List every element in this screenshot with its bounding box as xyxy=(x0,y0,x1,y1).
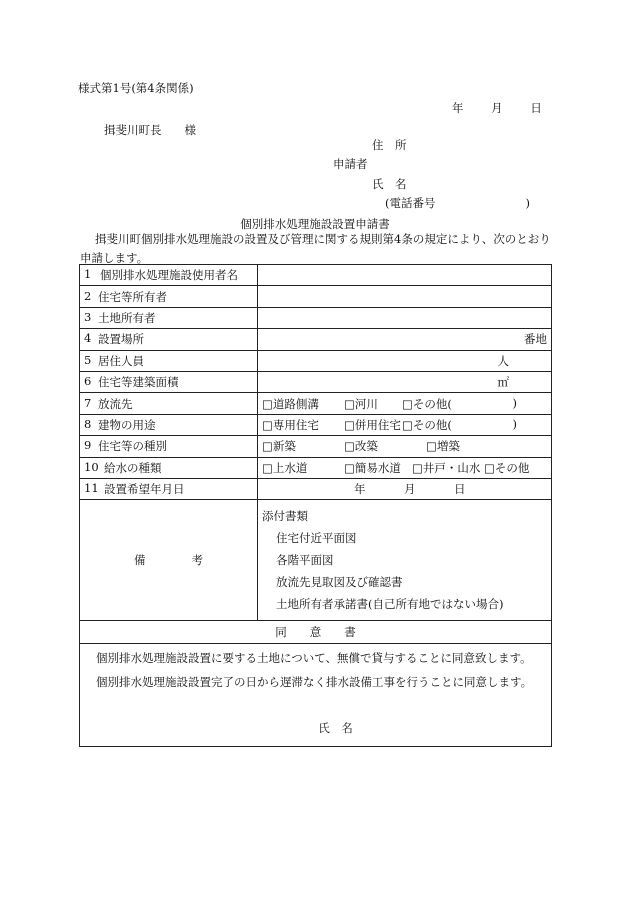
consent-body xyxy=(80,644,552,747)
phone-close: ) xyxy=(525,196,530,210)
option-item: ) xyxy=(512,395,517,410)
consent-name-label: 氏 名 xyxy=(318,721,353,736)
option-item[interactable]: □その他 xyxy=(484,460,530,475)
row-label-cell xyxy=(80,286,258,307)
row-number: 7 xyxy=(84,395,92,410)
table-row xyxy=(80,371,552,392)
option-item[interactable]: □新築 xyxy=(262,439,296,454)
option-item[interactable]: □井戸・山水 xyxy=(412,460,481,475)
table-row xyxy=(80,393,552,414)
row-value-cell[interactable] xyxy=(258,436,552,457)
row-value-cell[interactable] xyxy=(258,478,552,499)
row-number: 2 xyxy=(84,288,92,303)
row-label: 住宅等所有者 xyxy=(98,289,167,304)
date-month: 月 xyxy=(491,101,503,115)
remarks-row xyxy=(80,500,552,621)
row-number: 9 xyxy=(84,438,92,453)
date-part: 年 xyxy=(354,482,366,497)
table-row xyxy=(80,265,552,286)
option-item[interactable]: □道路側溝 xyxy=(262,396,319,411)
addressee: 揖斐川町長 様 xyxy=(104,123,196,137)
date-part: 月 xyxy=(404,482,416,497)
option-item[interactable]: □増築 xyxy=(426,439,460,454)
row-number: 11 xyxy=(84,481,99,496)
phone-label: (電話番号 xyxy=(385,196,436,210)
row-label: 土地所有者 xyxy=(98,310,156,325)
remarks-value-cell xyxy=(258,500,552,621)
option-item[interactable]: □上水道 xyxy=(262,460,308,475)
row-unit: 人 xyxy=(497,353,509,368)
address-label: 住 所 xyxy=(372,138,407,152)
table-row xyxy=(80,457,552,478)
date-year: 年 xyxy=(452,101,464,115)
table-row xyxy=(80,436,552,457)
row-value-cell[interactable] xyxy=(258,265,552,286)
option-item[interactable]: □専用住宅 xyxy=(262,417,319,432)
consent-title: 同 意 書 xyxy=(80,621,552,644)
table-row xyxy=(80,478,552,499)
attachment-item: 各階平面図 xyxy=(276,553,334,568)
row-value-cell[interactable] xyxy=(258,350,552,371)
consent-header-row xyxy=(80,621,552,644)
row-number: 4 xyxy=(84,331,92,346)
row-number: 8 xyxy=(84,416,92,431)
date-line xyxy=(452,100,542,116)
option-item[interactable]: □河川 xyxy=(344,396,378,411)
form-number: 様式第1号(第4条関係) xyxy=(78,81,194,95)
row-label-cell xyxy=(80,457,258,478)
row-label: 住宅等建築面積 xyxy=(98,375,179,390)
application-table xyxy=(79,264,552,747)
option-item: ) xyxy=(512,416,517,431)
row-label: 給水の種類 xyxy=(104,460,162,475)
table-row xyxy=(80,414,552,435)
phone-row xyxy=(385,195,530,211)
row-value-cell[interactable] xyxy=(258,393,552,414)
row-label: 居住人員 xyxy=(98,353,144,368)
row-value-cell[interactable] xyxy=(258,286,552,307)
consent-line: 個別排水処理施設設置に要する土地について、無償で貸与することに同意致します。 xyxy=(96,651,532,666)
attachment-item: 土地所有者承諾書(自己所有地ではない場合) xyxy=(276,597,504,612)
row-label: 建物の用途 xyxy=(98,417,156,432)
row-label-cell xyxy=(80,393,258,414)
row-value-cell[interactable] xyxy=(258,329,552,350)
row-label: 設置希望年月日 xyxy=(104,482,185,497)
name-label: 氏 名 xyxy=(372,177,407,191)
row-label-cell xyxy=(80,478,258,499)
option-item[interactable]: □改築 xyxy=(344,439,378,454)
row-number: 10 xyxy=(84,459,99,474)
remarks-label-cell xyxy=(80,500,258,621)
date-day: 日 xyxy=(530,101,542,115)
row-label-cell xyxy=(80,371,258,392)
row-value-cell[interactable] xyxy=(258,371,552,392)
row-number: 5 xyxy=(84,352,92,367)
row-label-cell xyxy=(80,414,258,435)
option-item[interactable]: □簡易水道 xyxy=(344,460,401,475)
document-title: 個別排水処理施設設置申請書 xyxy=(240,217,390,231)
row-number: 3 xyxy=(84,309,92,324)
date-part: 日 xyxy=(454,482,466,497)
option-item[interactable]: □その他( xyxy=(402,396,452,411)
option-item[interactable]: □併用住宅 xyxy=(344,417,401,432)
row-label: 放流先 xyxy=(98,396,133,411)
attachment-item: 住宅付近平面図 xyxy=(276,531,357,546)
applicant-label: 申請者 xyxy=(333,157,368,171)
row-number: 1 xyxy=(84,267,92,282)
row-label: 個別排水処理施設使用者名 xyxy=(100,268,238,283)
attachment-item: 放流先見取図及び確認書 xyxy=(276,575,403,590)
intro-text: 揖斐川町個別排水処理施設の設置及び管理に関する規則第4条の規定により、次のとおり申請します。 xyxy=(80,232,551,265)
row-number: 6 xyxy=(84,374,92,389)
remarks-label: 備 考 xyxy=(134,553,203,568)
row-value-cell[interactable] xyxy=(258,457,552,478)
table-row xyxy=(80,286,552,307)
table-row xyxy=(80,329,552,350)
row-value-cell[interactable] xyxy=(258,414,552,435)
attachments-title: 添付書類 xyxy=(262,509,308,524)
row-unit: ㎡ xyxy=(497,375,509,390)
row-label-cell xyxy=(80,307,258,328)
row-label: 設置場所 xyxy=(98,332,144,347)
row-label: 住宅等の種別 xyxy=(98,439,167,454)
consent-body-row xyxy=(80,644,552,747)
row-label-cell xyxy=(80,265,258,286)
row-unit: 番地 xyxy=(524,332,547,347)
option-item[interactable]: □その他( xyxy=(402,417,452,432)
row-label-cell xyxy=(80,350,258,371)
table-row xyxy=(80,350,552,371)
row-label-cell xyxy=(80,436,258,457)
row-label-cell xyxy=(80,329,258,350)
row-value-cell[interactable] xyxy=(258,307,552,328)
table-row xyxy=(80,307,552,328)
consent-line: 個別排水処理施設設置完了の日から遅滞なく排水設備工事を行うことに同意します。 xyxy=(96,675,533,690)
